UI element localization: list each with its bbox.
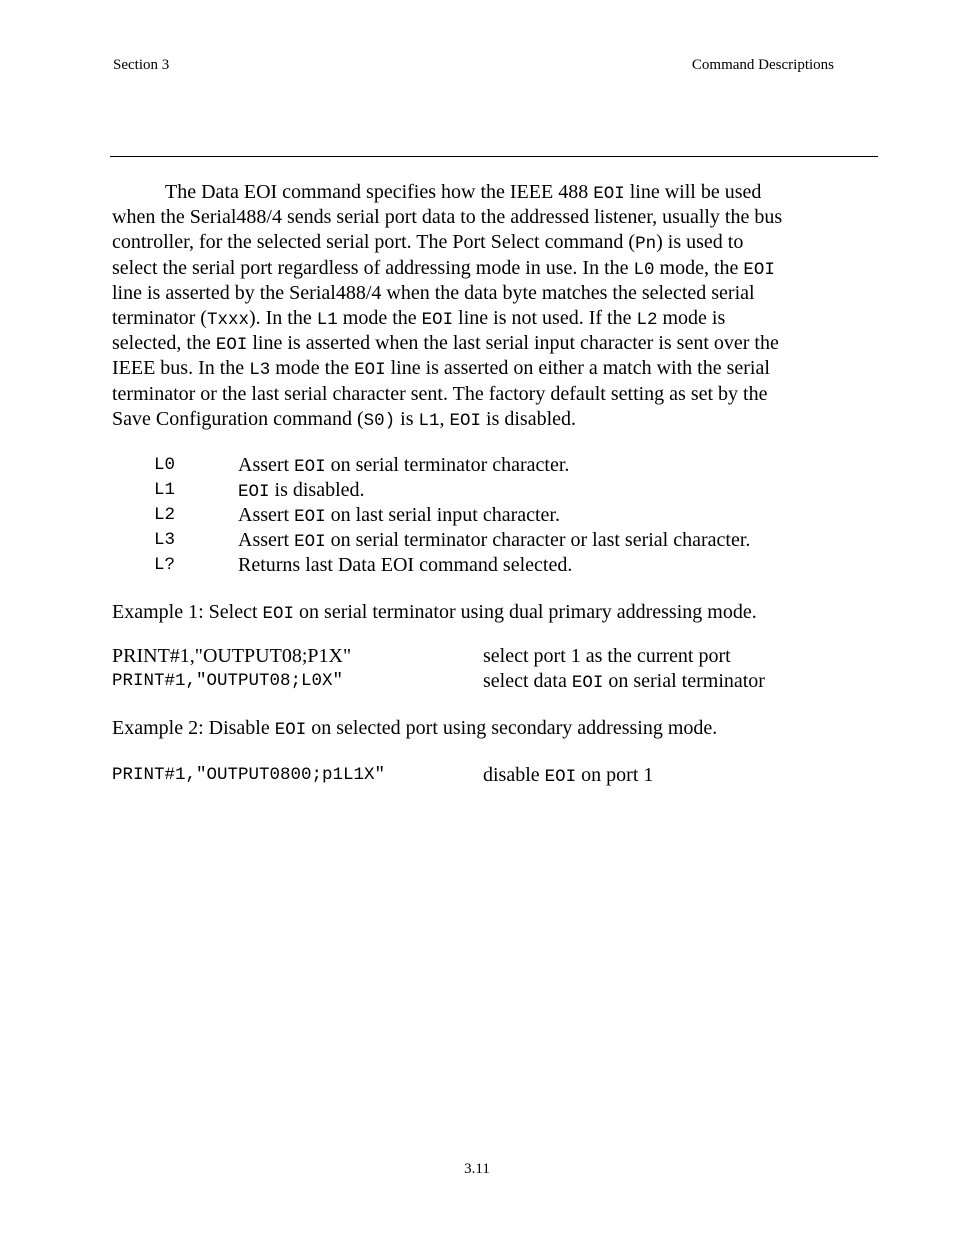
code-term: Txxx [206, 309, 249, 330]
code-term: EOI [421, 309, 454, 330]
code-term: EOI [544, 767, 577, 787]
code-term: EOI [294, 532, 326, 552]
header-rule [110, 156, 878, 157]
mode-description: EOI is disabled. [238, 479, 365, 502]
code-term: EOI [743, 259, 775, 280]
code-comment: select data EOI on serial terminator [483, 670, 765, 693]
code-term: EOI [262, 604, 295, 624]
mode-description: Assert EOI on serial terminator character. [238, 454, 570, 477]
code-term: L0 [633, 259, 655, 280]
mode-code: L? [154, 555, 176, 575]
paragraph-line: IEEE bus. In the L3 mode the EOI line is asserted on either a match with the serial [112, 357, 770, 381]
mode-code: L3 [154, 530, 176, 550]
code-term: L1 [316, 309, 338, 330]
code-command: PRINT#1,"OUTPUT08;P1X" [112, 645, 352, 667]
code-term: S0) [363, 410, 396, 431]
paragraph-line: select the serial port regardless of addressing mode in use. In the L0 mode, the EOI [112, 256, 775, 280]
code-term: EOI [593, 184, 625, 204]
example-2-row-1 [112, 763, 872, 788]
paragraph-line: selected, the EOI line is asserted when the last serial input character is sent over the [112, 332, 779, 356]
code-comment: select port 1 as the current port [483, 645, 731, 667]
example-1-row-2 [112, 669, 872, 694]
code-command: PRINT#1,"OUTPUT08;L0X" [112, 671, 344, 691]
code-term: EOI [215, 335, 248, 356]
code-term: L2 [636, 309, 658, 330]
paragraph-line: controller, for the selected serial port. The Port Select command (Pn) is used to [112, 231, 744, 255]
mode-code: L2 [154, 505, 176, 525]
paragraph-line: when the Serial488/4 sends serial port data to the addressed listener, usually the bus [112, 206, 783, 229]
page-number: 3.11 [464, 1161, 490, 1177]
body-paragraph [112, 180, 872, 432]
running-header-chapter: Command Descriptions [691, 57, 834, 73]
code-term: EOI [449, 410, 482, 431]
example-1-row-1 [112, 644, 872, 669]
code-term: EOI [238, 482, 270, 502]
running-header-section: Section 3 [113, 57, 170, 73]
code-command: PRINT#1,"OUTPUT0800;p1L1X" [112, 765, 386, 785]
code-comment: disable EOI on port 1 [483, 764, 654, 787]
paragraph-line: Save Configuration command (S0) is L1, EOI is disabled. [112, 407, 577, 431]
example-1-title: Example 1: Select EOI on serial terminator using dual primary addressing mode. [112, 601, 757, 624]
paragraph-line: The Data EOI command specifies how the IEEE 488 EOI line will be used [165, 181, 762, 204]
code-term: EOI [274, 720, 307, 740]
mode-description: Assert EOI on last serial input character. [238, 504, 560, 527]
mode-description: Assert EOI on serial terminator character or last serial character. [238, 529, 751, 552]
mode-description: Returns last Data EOI command selected. [238, 554, 573, 576]
paragraph-line: line is asserted by the Serial488/4 when the data byte matches the selected serial [112, 281, 755, 304]
mode-code: L1 [154, 480, 176, 500]
code-term: EOI [571, 673, 604, 693]
code-term: L3 [249, 360, 271, 381]
paragraph-line: terminator (Txxx). In the L1 mode the EOI line is not used. If the L2 mode is [112, 306, 726, 330]
code-term: EOI [294, 507, 326, 527]
code-term: Pn [635, 234, 657, 255]
code-term: EOI [294, 457, 326, 477]
example-2-title: Example 2: Disable EOI on selected port using secondary addressing mode. [112, 717, 718, 740]
paragraph-line: terminator or the last serial character sent. The factory default setting as set by the [112, 382, 768, 405]
code-term: EOI [354, 360, 386, 381]
mode-code: L0 [154, 455, 176, 475]
code-term: L1 [418, 410, 440, 431]
